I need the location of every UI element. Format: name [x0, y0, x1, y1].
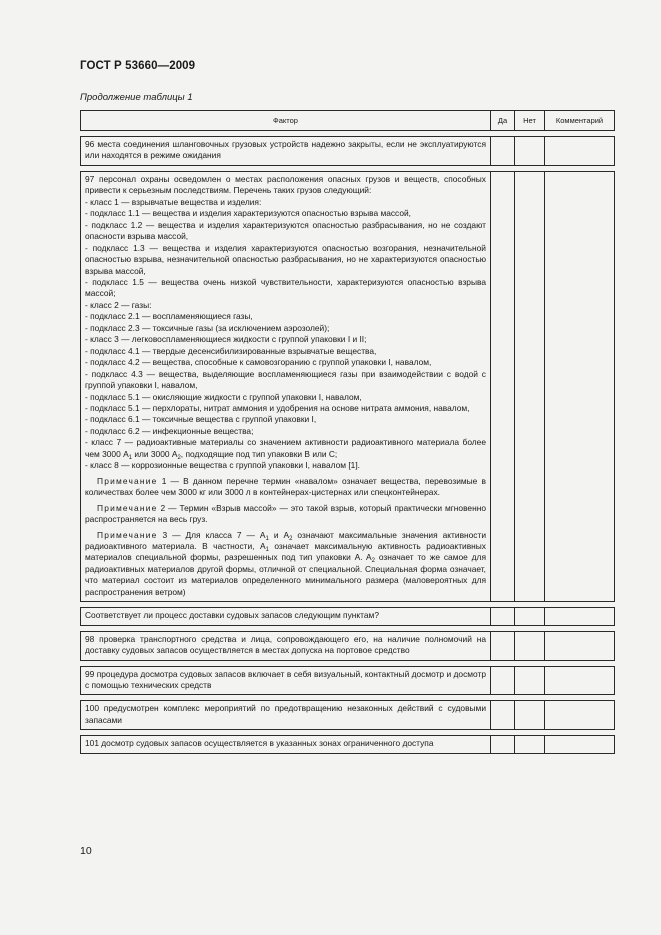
- yes-cell[interactable]: [491, 701, 515, 730]
- text-line: - подкласс 1.5 — вещества очень низкой чувствительности, характеризуются опасностью взрыва массой;: [85, 276, 486, 299]
- table-row-99: [81, 666, 615, 695]
- table-caption: Продолжение таблицы 1: [80, 92, 193, 103]
- header-yes: Да: [491, 111, 515, 131]
- table-row-101: [81, 736, 615, 753]
- no-cell[interactable]: [515, 701, 545, 730]
- text-line: - подкласс 5.1 — перхлораты, нитрат аммония и удобрения на основе нитрата аммония, навалом,: [85, 402, 470, 413]
- text-line: 97 персонал охраны осведомлен о местах расположения опасных грузов и веществ, способных привести к серьезным последствиям. Перечень таких грузов следующий:: [85, 173, 486, 196]
- comment-cell[interactable]: [545, 608, 615, 625]
- class7-line: - класс 7 — радиоактивные материалы со значением активности радиоактивного материала более чем 3000 $A_1$ или 3000 $A_2$, подходящие под тип упаковки B или C;: [85, 437, 486, 461]
- no-cell[interactable]: [515, 608, 545, 625]
- header-no: Нет: [515, 111, 545, 131]
- text-line: - подкласс 1.2 — вещества и изделия характеризуются опасностью разбрасывания, но не создают опасности взрыва массой,: [85, 219, 486, 242]
- comment-cell[interactable]: [545, 701, 615, 730]
- yes-cell[interactable]: [491, 608, 515, 625]
- text-line: - класс 2 — газы:: [85, 299, 152, 310]
- text-line: - класс 3 — легковоспламеняющиеся жидкости с группой упаковки I и II;: [85, 334, 367, 345]
- yes-cell[interactable]: [491, 137, 515, 166]
- text-line: - подкласс 2.3 — токсичные газы (за исключением аэрозолей);: [85, 322, 330, 333]
- note-3: Примечание 3 — Для класса 7 — $A_1$ и $A_2$ означают максимальные значения активности радиоактивного материала. В частности, $A_1$ означает максимальную активность радиоактивных материалов специальной формы, разрешенных под тип упаковки A. $A_2$ означает то же самое для радиоактивных материалов другой формы, отличной от специальной. Специальная форма означает, что материал состоит из материалов определенного минимального размера (маловероятных для распространения ветром): [85, 529, 486, 597]
- table-row-heading: [81, 608, 615, 625]
- comment-cell[interactable]: [545, 171, 615, 601]
- text-line: - подкласс 4.3 — вещества, выделяющие воспламеняющиеся газы при взаимодействии с водой с группой упаковки I, навалом,: [85, 368, 486, 391]
- factor-cell: 100 предусмотрен комплекс мероприятий по предотвращению незаконных действий с судовыми запасами: [81, 701, 491, 730]
- yes-cell[interactable]: [491, 666, 515, 695]
- document-title: ГОСТ Р 53660—2009: [80, 60, 196, 72]
- factor-cell: Соответствует ли процесс доставки судовых запасов следующим пунктам?: [81, 608, 491, 625]
- header-comment: Комментарий: [545, 111, 615, 131]
- text-line: - подкласс 1.3 — вещества и изделия характеризуются опасностью возгорания, незначительной опасностью взрыва, незначительной опасностью разбрасывания, но не характеризуются опасностью взрыва массой,: [85, 242, 486, 276]
- page-number: 10: [80, 845, 92, 857]
- checklist-table: [80, 110, 615, 754]
- factor-cell: 101 досмотр судовых запасов осуществляется в указанных зонах ограниченного доступа: [81, 736, 491, 753]
- yes-cell[interactable]: [491, 631, 515, 660]
- no-cell[interactable]: [515, 137, 545, 166]
- text-line: - подкласс 2.1 — воспламеняющиеся газы,: [85, 311, 253, 322]
- comment-cell[interactable]: [545, 666, 615, 695]
- text-line: - подкласс 5.1 — окисляющие жидкости с группой упаковки I, навалом,: [85, 391, 362, 402]
- text-line: - подкласс 4.1 — твердые десенсибилизированные взрывчатые вещества,: [85, 345, 377, 356]
- text-line: - подкласс 4.2 — вещества, способные к самовозгоранию с группой упаковки I, навалом,: [85, 357, 432, 368]
- factor-cell: 98 проверка транспортного средства и лица, сопровождающего его, на наличие полномочий на доставку судовых запасов осуществляется в местах допуска на портовое средство: [81, 631, 491, 660]
- factor-cell: 99 процедура досмотра судовых запасов включает в себя визуальный, контактный досмотр и досмотр с помощью технических средств: [81, 666, 491, 695]
- comment-cell[interactable]: [545, 137, 615, 166]
- text-line: - класс 8 — коррозионные вещества с группой упаковки I, навалом [1].: [85, 460, 360, 471]
- no-cell[interactable]: [515, 736, 545, 753]
- table-row-96: [81, 137, 615, 166]
- yes-cell[interactable]: [491, 171, 515, 601]
- table-row-100: [81, 701, 615, 730]
- text-line: - подкласс 6.2 — инфекционные вещества;: [85, 425, 254, 436]
- no-cell[interactable]: [515, 171, 545, 601]
- note-2: Примечание 2 — Термин «Взрыв массой» — это такой взрыв, который практически мгновенно распространяется на весь груз.: [85, 502, 486, 525]
- no-cell[interactable]: [515, 631, 545, 660]
- comment-cell[interactable]: [545, 736, 615, 753]
- text-line: - класс 1 — взрывчатые вещества и изделия:: [85, 196, 262, 207]
- text-line: - подкласс 1.1 — вещества и изделия характеризуются опасностью взрыва массой,: [85, 208, 412, 219]
- table-row-98: [81, 631, 615, 660]
- note-1: Примечание 1 — В данном перечне термин «навалом» означает вещества, перевозимые в количествах более чем 3000 кг или 3000 л в контейнерах-цистернах или спецконтейнерах.: [85, 475, 486, 498]
- no-cell[interactable]: [515, 666, 545, 695]
- factor-cell: [81, 171, 491, 601]
- text-line: - подкласс 6.1 — токсичные вещества с группой упаковки I,: [85, 414, 317, 425]
- table-header-row: [81, 111, 615, 131]
- table-row-97: [81, 171, 615, 601]
- yes-cell[interactable]: [491, 736, 515, 753]
- comment-cell[interactable]: [545, 631, 615, 660]
- factor-cell: 96 места соединения шланговочных грузовых устройств надежно закрыты, если не эксплуатируются или находятся в режиме ожидания: [81, 137, 491, 166]
- header-factor: Фактор: [81, 111, 491, 131]
